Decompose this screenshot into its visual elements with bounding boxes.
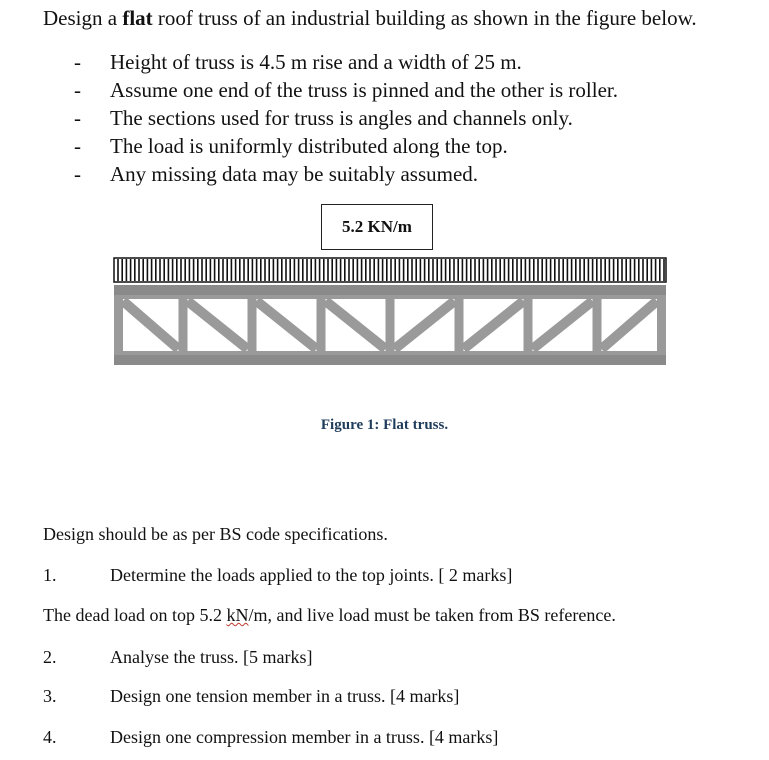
flat-truss-figure [110, 252, 670, 370]
list-item [74, 104, 618, 132]
list-item [74, 48, 618, 76]
list-item [74, 76, 618, 104]
load-label-box: 5.2 KN/m [321, 204, 433, 250]
dead-load-after: /m, and live load must be taken from BS reference. [248, 605, 616, 625]
question-2-text: Analyse the truss. [5 marks] [110, 647, 313, 667]
dead-load-line [43, 605, 616, 626]
dead-load-unit: kN [226, 605, 249, 625]
bullet-dash: - [74, 78, 81, 102]
intro-before: Design a [43, 6, 123, 30]
code-spec-line: Design should be as per BS code specifications. [43, 524, 388, 544]
intro-sentence [43, 6, 697, 31]
question-4-text: Design one compression member in a truss. [4 marks] [110, 727, 499, 747]
bullet-text: The load is uniformly distributed along the top. [110, 134, 508, 158]
question-4-number: 4. [43, 727, 57, 747]
bullet-dash: - [74, 134, 81, 158]
question-2-number: 2. [43, 647, 57, 667]
requirements-list [74, 48, 618, 188]
distributed-load-hatch [114, 258, 666, 282]
bullet-dash: - [74, 50, 81, 74]
intro-after: roof truss of an industrial building as shown in the figure below. [152, 6, 697, 30]
bullet-dash: - [74, 162, 81, 186]
list-item [74, 160, 618, 188]
question-1-text: Determine the loads applied to the top joints. [ 2 marks] [110, 565, 513, 585]
question-3-number: 3. [43, 686, 57, 706]
figure-caption: Figure 1: Flat truss. [320, 417, 449, 433]
bullet-text: Assume one end of the truss is pinned and the other is roller. [110, 78, 618, 102]
dead-load-before: The dead load on top 5.2 [43, 605, 227, 625]
truss-body [114, 285, 666, 365]
question-1-number: 1. [43, 565, 57, 585]
bullet-dash: - [74, 106, 81, 130]
bullet-text: Height of truss is 4.5 m rise and a width of 25 m. [110, 50, 522, 74]
bullet-text: Any missing data may be suitably assumed. [110, 162, 479, 186]
intro-bold-word: flat [122, 6, 153, 30]
question-3-text: Design one tension member in a truss. [4 marks] [110, 686, 460, 706]
list-item [74, 132, 618, 160]
bullet-text: The sections used for truss is angles and channels only. [110, 106, 573, 130]
